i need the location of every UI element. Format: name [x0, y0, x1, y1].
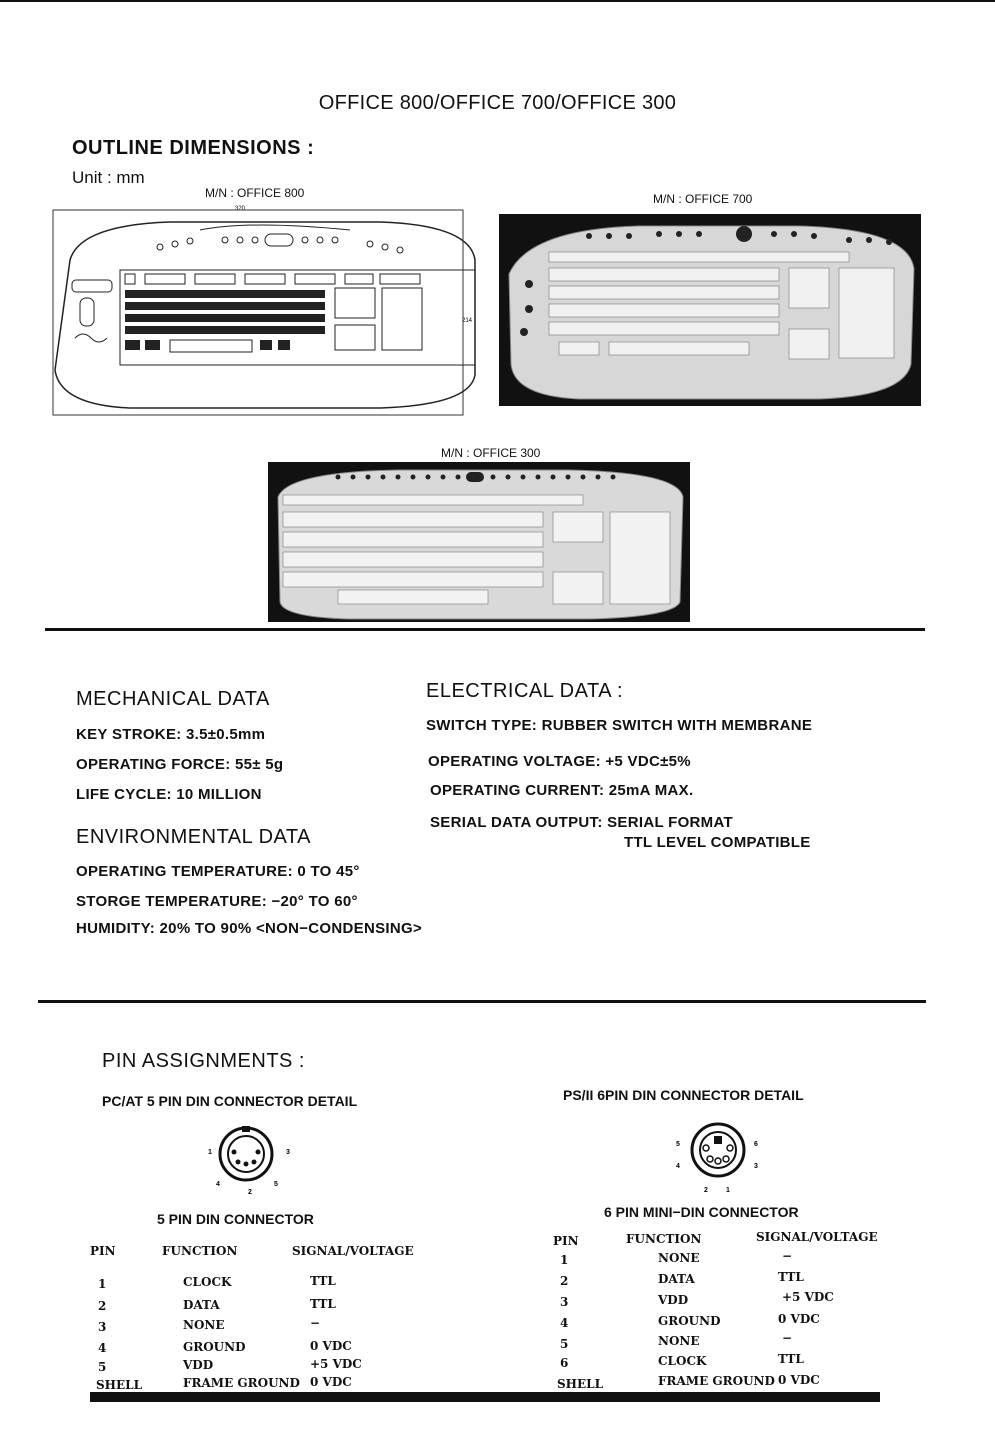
din5-pin-label-5: 5	[274, 1181, 278, 1188]
env-line-3: HUMIDITY: 20% TO 90% <NON−CONDENSING>	[76, 920, 423, 937]
din5-row-6-function: FRAME GROUND	[183, 1376, 300, 1390]
din5-row-4-pin: 4	[98, 1341, 107, 1355]
din5-row-3-pin: 3	[98, 1320, 107, 1334]
din5-row-5-signal: +5 VDC	[310, 1357, 362, 1371]
din6-pin-label-2: 2	[704, 1187, 708, 1194]
office-800-drawing	[50, 200, 480, 420]
din5-table-title: 5 PIN DIN CONNECTOR	[157, 1211, 314, 1227]
din6-row-5-pin: 5	[560, 1337, 569, 1351]
din5-row-1-function: CLOCK	[183, 1275, 232, 1289]
din6-row-7-pin: SHELL	[557, 1377, 604, 1391]
din6-pin-label-4: 4	[676, 1163, 680, 1170]
caption-office-300: M/N : OFFICE 300	[441, 446, 541, 460]
section-rule-2	[38, 1000, 926, 1003]
din5-row-2-signal: TTL	[310, 1297, 336, 1311]
elec-line-2: OPERATING VOLTAGE: +5 VDC±5%	[428, 753, 691, 770]
din5-pin-label-1: 1	[208, 1149, 212, 1156]
mech-line-2: OPERATING FORCE: 55± 5g	[76, 756, 284, 773]
depth-dim-label: 214	[462, 318, 473, 324]
din6-pin-label-6: 6	[754, 1141, 758, 1148]
din6-detail-title: PS/II 6PIN DIN CONNECTOR DETAIL	[563, 1087, 804, 1103]
din6-row-2-function: DATA	[658, 1272, 695, 1286]
din6-row-4-signal: 0 VDC	[778, 1312, 820, 1326]
document-title: OFFICE 800/OFFICE 700/OFFICE 300	[318, 92, 677, 114]
din5-row-5-function: VDD	[183, 1358, 214, 1372]
din5-row-6-signal: 0 VDC	[310, 1375, 352, 1389]
din6-row-1-signal: −	[782, 1249, 793, 1263]
env-line-1: OPERATING TEMPERATURE: 0 TO 45°	[76, 863, 360, 880]
outline-heading: OUTLINE DIMENSIONS :	[72, 137, 315, 159]
din6-pin-label-3: 3	[754, 1163, 758, 1170]
din5-header-signal: SIGNAL/VOLTAGE	[292, 1244, 414, 1258]
din5-header-function: FUNCTION	[162, 1244, 238, 1258]
din5-row-1-signal: TTL	[310, 1274, 336, 1288]
din6-header-function: FUNCTION	[626, 1232, 702, 1246]
din5-connector-diagram	[200, 1118, 300, 1198]
office-700-photo	[499, 214, 921, 406]
din5-header-pin: PIN	[90, 1244, 116, 1258]
din6-row-2-signal: TTL	[778, 1270, 804, 1284]
din5-row-5-pin: 5	[98, 1360, 107, 1374]
mech-line-3: LIFE CYCLE: 10 MILLION	[76, 786, 262, 803]
din6-row-3-function: VDD	[658, 1293, 689, 1307]
din5-pin-label-2: 2	[248, 1189, 252, 1196]
din6-header-pin: PIN	[553, 1234, 579, 1248]
din5-row-6-pin: SHELL	[96, 1378, 143, 1392]
din6-pin-label-5: 5	[676, 1141, 680, 1148]
din6-row-5-signal: −	[782, 1331, 793, 1345]
din6-row-6-function: CLOCK	[658, 1354, 707, 1368]
bottom-bar	[90, 1392, 880, 1402]
din6-row-4-pin: 4	[560, 1316, 569, 1330]
din6-row-6-pin: 6	[560, 1356, 569, 1370]
din6-header-signal: SIGNAL/VOLTAGE	[756, 1230, 878, 1244]
din6-row-7-signal: 0 VDC	[778, 1373, 820, 1387]
section-rule-1	[45, 628, 925, 631]
din5-row-3-signal: −	[310, 1316, 321, 1330]
pins-heading: PIN ASSIGNMENTS :	[102, 1050, 305, 1072]
din6-row-1-function: NONE	[658, 1251, 700, 1265]
din5-row-2-pin: 2	[98, 1299, 107, 1313]
top-rule	[0, 0, 995, 2]
din6-row-2-pin: 2	[560, 1274, 569, 1288]
din6-row-7-function: FRAME GROUND	[658, 1374, 775, 1388]
din6-connector-diagram	[668, 1112, 768, 1197]
width-dim-label: 320	[234, 206, 246, 212]
din6-pin-label-1: 1	[726, 1187, 730, 1194]
elec-line-1: SWITCH TYPE: RUBBER SWITCH WITH MEMBRANE	[426, 717, 813, 734]
din6-row-6-signal: TTL	[778, 1352, 804, 1366]
din5-pin-label-4: 4	[216, 1181, 220, 1188]
din5-row-3-function: NONE	[183, 1318, 225, 1332]
elec-line-4: SERIAL DATA OUTPUT: SERIAL FORMAT	[430, 814, 733, 831]
mechanical-heading: MECHANICAL DATA	[76, 688, 270, 710]
electrical-heading: ELECTRICAL DATA :	[426, 680, 624, 702]
din5-pin-label-3: 3	[286, 1149, 290, 1156]
din5-row-1-pin: 1	[98, 1277, 107, 1291]
din6-row-5-function: NONE	[658, 1334, 700, 1348]
office-300-photo	[268, 462, 690, 622]
elec-line-5: TTL LEVEL COMPATIBLE	[624, 834, 811, 851]
din6-row-3-pin: 3	[560, 1295, 569, 1309]
unit-label: Unit : mm	[72, 168, 145, 187]
env-line-2: STORGE TEMPERATURE: −20° TO 60°	[76, 893, 358, 910]
din6-row-4-function: GROUND	[658, 1314, 721, 1328]
din5-row-2-function: DATA	[183, 1298, 220, 1312]
environmental-heading: ENVIRONMENTAL DATA	[76, 826, 311, 848]
din6-row-3-signal: +5 VDC	[782, 1290, 834, 1304]
din5-row-4-function: GROUND	[183, 1340, 246, 1354]
mech-line-1: KEY STROKE: 3.5±0.5mm	[76, 726, 266, 743]
din6-row-1-pin: 1	[560, 1253, 569, 1267]
caption-office-800: M/N : OFFICE 800	[205, 186, 305, 200]
caption-office-700: M/N : OFFICE 700	[653, 192, 753, 206]
din5-row-4-signal: 0 VDC	[310, 1339, 352, 1353]
elec-line-3: OPERATING CURRENT: 25mA MAX.	[430, 782, 694, 799]
din5-detail-title: PC/AT 5 PIN DIN CONNECTOR DETAIL	[102, 1093, 358, 1109]
din6-table-title: 6 PIN MINI−DIN CONNECTOR	[604, 1204, 799, 1220]
